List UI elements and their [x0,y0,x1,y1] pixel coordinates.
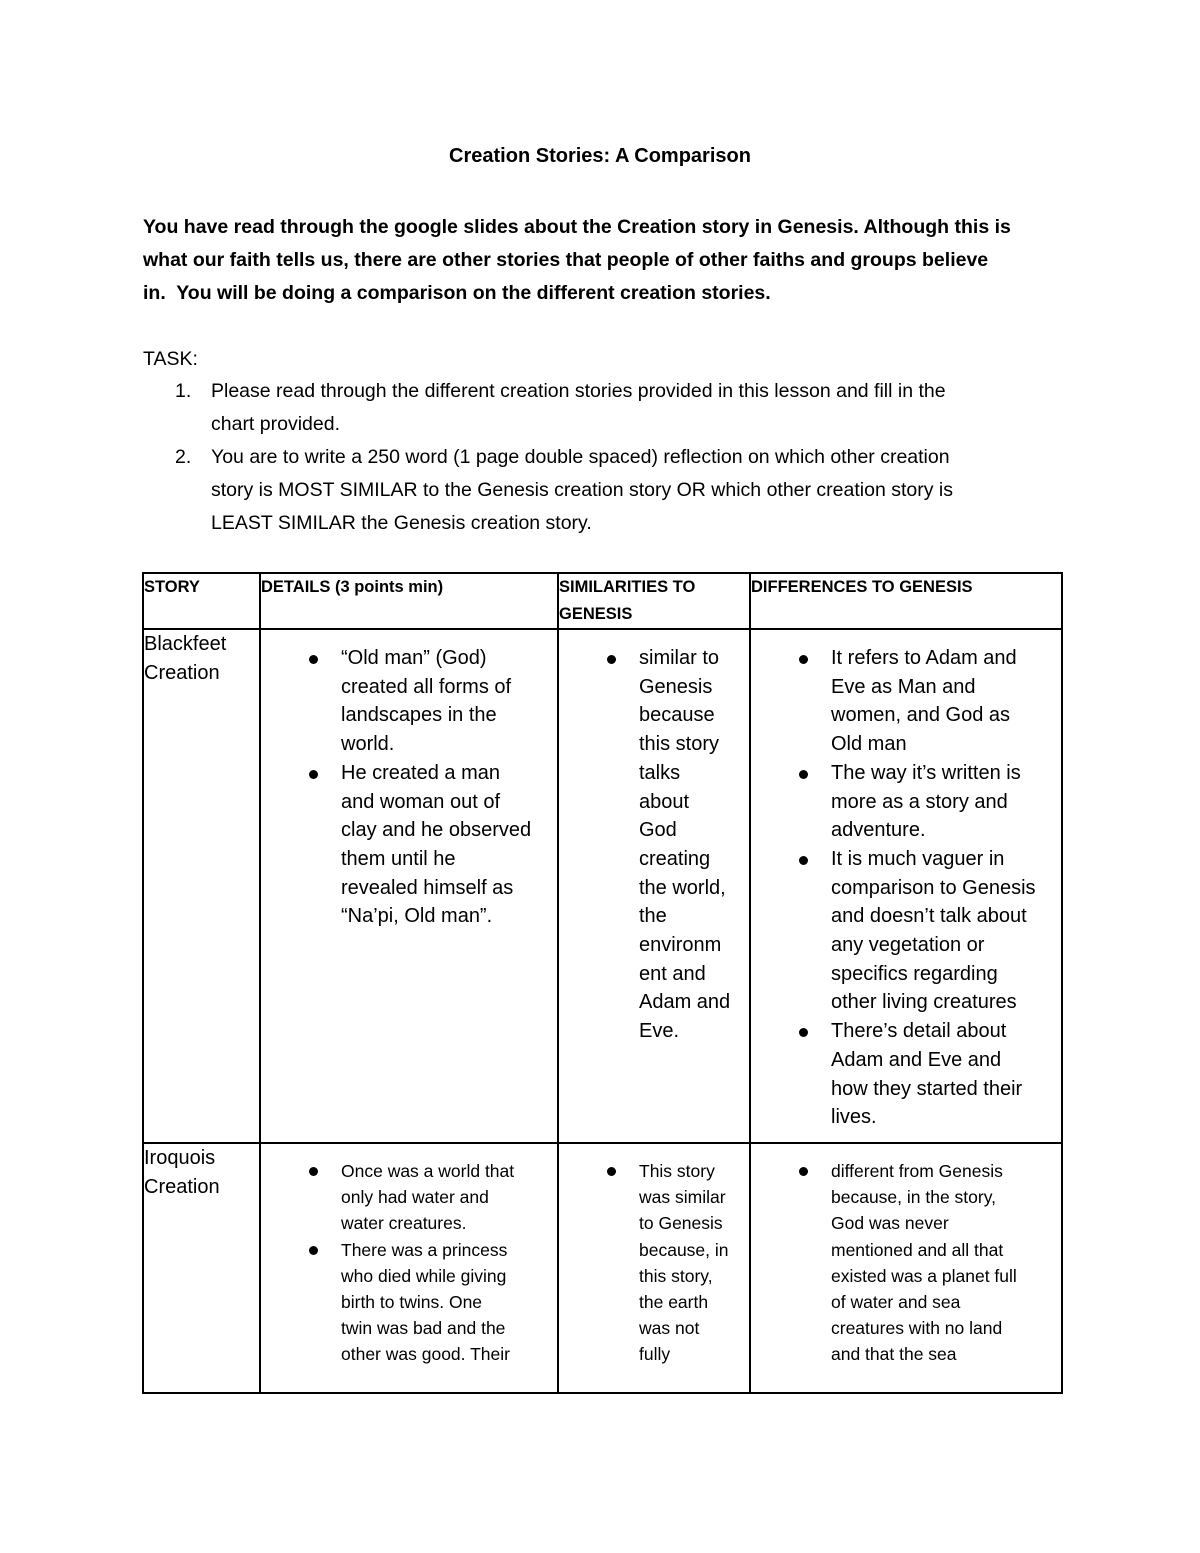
bullet-line: the earth [639,1291,709,1312]
bullet-line: revealed himself as [341,876,514,899]
bullet-item [751,644,1053,759]
bullet-line: of water and sea [831,1291,961,1312]
task-item [143,375,1063,441]
bullet-line: There was a princess [341,1239,508,1260]
bullet-line: ent and [639,962,706,985]
story-name-line: Creation [144,662,220,684]
bullet-icon [799,1167,808,1176]
bullet-line: was similar [639,1187,726,1208]
bullet-icon [607,1167,616,1176]
bullet-icon [799,856,808,865]
bullet-line: other living creatures [831,991,1017,1014]
table-row [143,629,1062,1143]
bullet-line: Eve. [639,1020,680,1043]
story-cell [143,629,260,1143]
bullet-line: Genesis [639,675,713,698]
bullet-line: this story, [639,1265,713,1286]
bullet-line: because [639,704,715,727]
differences-list [751,1144,1061,1378]
table-row [143,1143,1062,1393]
details-list [261,630,557,941]
intro-line: what our faith tells us, there are other stories that people of other faiths and groups believe [143,249,989,271]
similarities-list [559,1144,749,1378]
bullet-icon [309,655,318,664]
bullet-line: created all forms of [341,675,512,698]
bullet-icon [607,655,616,664]
task-label: TASK: [143,348,198,370]
bullet-line: this story [639,733,720,756]
bullet-line: them until he [341,847,456,870]
details-list [261,1144,557,1378]
header-details: DETAILS (3 points min) [260,573,558,629]
bullet-line: world. [341,733,395,756]
bullet-line: only had water and [341,1187,489,1208]
task-number: 1. [175,380,192,402]
bullet-line: the [639,905,667,928]
bullet-line: the world, [639,876,726,899]
task-list [143,375,1063,540]
task-line: story is MOST SIMILAR to the Genesis creation story OR which other creation story is [211,479,953,501]
bullet-icon [799,1028,808,1037]
table-header-row [143,573,1062,629]
page-title: Creation Stories: A Comparison [449,145,751,167]
bullet-line: how they started their [831,1077,1023,1100]
bullet-line: other was good. Their [341,1344,510,1365]
similarities-cell [558,1143,750,1393]
bullet-line: different from Genesis [831,1160,1003,1181]
bullet-line: comparison to Genesis [831,876,1036,899]
bullet-line: lives. [831,1106,877,1129]
task-line: chart provided. [211,413,340,435]
bullet-item [559,1158,741,1368]
bullet-line: Once was a world that [341,1160,515,1181]
bullet-icon [309,770,318,779]
bullet-line: more as a story and [831,790,1008,813]
bullet-line: He created a man [341,761,500,784]
bullet-line: women, and God as [831,704,1010,727]
bullet-line: and woman out of [341,790,500,813]
bullet-line: talks [639,761,681,784]
bullet-line: Eve as Man and [831,675,976,698]
bullet-item [559,644,741,1046]
bullet-line: clay and he observed [341,819,532,842]
bullet-item [261,759,549,931]
bullet-line: “Old man” (God) [341,647,487,669]
bullet-icon [309,1246,318,1255]
bullet-line: and doesn’t talk about [831,905,1027,928]
task-line: You are to write a 250 word (1 page double spaced) reflection on which other creation [211,446,950,468]
bullet-line: similar to [639,647,720,669]
story-cell [143,1143,260,1393]
similarities-list [559,630,749,1056]
bullet-icon [799,770,808,779]
bullet-line: birth to twins. One [341,1291,483,1312]
bullet-line: specifics regarding [831,962,998,985]
bullet-line: because, in the story, [831,1187,997,1208]
header-story: STORY [143,573,260,629]
bullet-item [751,845,1053,1017]
bullet-item [751,1158,1053,1368]
intro-line: You have read through the google slides about the Creation story in Genesis. Although this is [143,216,1011,238]
story-name-line: Creation [144,1175,220,1198]
task-line: Please read through the different creation stories provided in this lesson and fill in the [211,380,946,402]
bullet-item [261,1237,549,1368]
bullet-line: twin was bad and the [341,1318,506,1339]
bullet-line: God [639,819,677,842]
bullet-line: landscapes in the [341,704,497,727]
similarities-cell [558,629,750,1143]
bullet-item [261,1158,549,1237]
story-name-line: Blackfeet [144,633,227,655]
bullet-line: adventure. [831,819,926,842]
intro-line: in. You will be doing a comparison on the different creation stories. [143,282,771,304]
bullet-item [751,759,1053,845]
bullet-line: The way it’s written is [831,761,1021,784]
bullet-line: God was never [831,1213,949,1234]
bullet-line: because, in [639,1239,729,1260]
bullet-line: mentioned and all that [831,1239,1004,1260]
intro-paragraph [143,211,1073,310]
bullet-line: There’s detail about [831,1020,1007,1043]
bullet-line: was not [639,1318,700,1339]
differences-cell [750,629,1062,1143]
bullet-line: about [639,790,690,813]
bullet-line: Adam and Eve and [831,1048,1002,1071]
bullet-line: creating [639,847,711,870]
bullet-line: existed was a planet full [831,1265,1017,1286]
bullet-item [751,1017,1053,1132]
header-similarities: SIMILARITIES TO GENESIS [558,573,750,629]
story-name-line: Iroquois [144,1146,216,1169]
bullet-line: “Na’pi, Old man”. [341,905,493,928]
differences-list [751,630,1061,1142]
task-number: 2. [175,446,192,468]
bullet-line: It refers to Adam and [831,647,1017,669]
bullet-line: creatures with no land [831,1318,1003,1339]
bullet-line: and that the sea [831,1344,957,1365]
details-cell [260,1143,558,1393]
details-cell [260,629,558,1143]
task-item [143,441,1063,540]
bullet-line: environm [639,934,722,957]
bullet-line: fully [639,1344,671,1365]
bullet-icon [309,1167,318,1176]
bullet-line: This story [639,1160,715,1181]
task-line: LEAST SIMILAR the Genesis creation story. [211,512,592,534]
bullet-icon [799,655,808,664]
bullet-line: It is much vaguer in [831,847,1005,870]
bullet-line: to Genesis [639,1213,723,1234]
header-differences: DIFFERENCES TO GENESIS [750,573,1062,629]
bullet-line: Adam and [639,991,731,1014]
bullet-item [261,644,549,759]
comparison-table [142,572,1063,1394]
bullet-line: any vegetation or [831,934,985,957]
differences-cell [750,1143,1062,1393]
bullet-line: Old man [831,733,907,756]
bullet-line: water creatures. [341,1213,467,1234]
bullet-line: who died while giving [341,1265,507,1286]
